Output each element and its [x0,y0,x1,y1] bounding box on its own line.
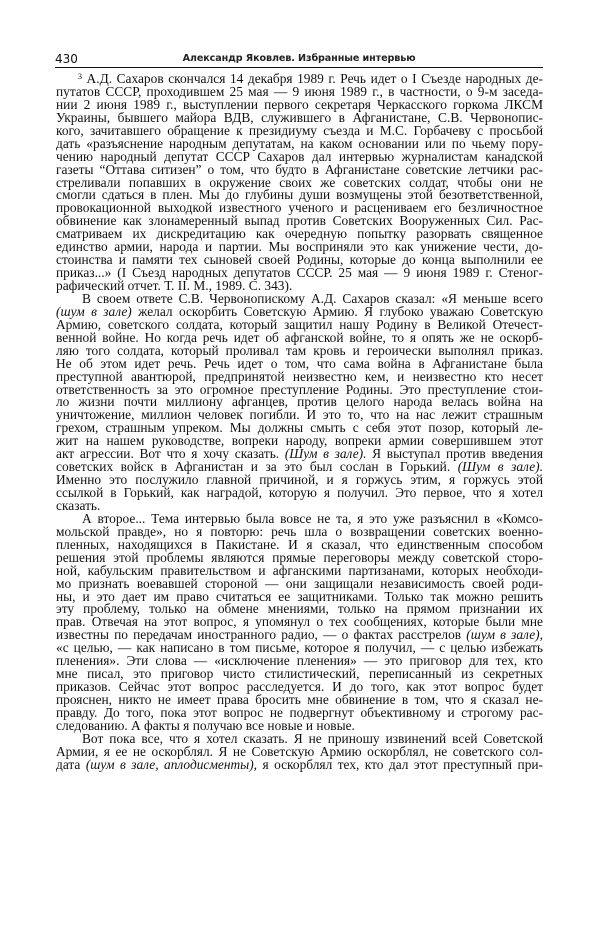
text-run: преступной авантюрой, предпринятой неизвестно кем, и неизвестно кто несет [56,368,543,384]
text-run: сказать. [56,497,101,513]
text-run: приказов. Сейчас этот вопрос расследуется. И до того, как этот вопрос будет [56,679,543,695]
text-run: советских войск в Афганистан и за это был сослан в Горький. [56,459,458,475]
text-run: мольской правде», но я повторю: речь шла о возвращении советских военно- [56,523,543,539]
footnote-line: нии 2 июня 1989 г., выступлении первого секретаря Черкасского горкома ЛКСМ [56,96,543,112]
body-text [56,73,543,772]
text-run: грехом, страшным упреком. Мы должны смыть с себя этот позор, который ле- [56,420,543,436]
text-line [56,756,544,772]
text-run: Я выступал против введения [366,446,544,462]
text-run: Не об этом идет речь. Речь идет о том, что сама война в Афганистане была [56,355,543,371]
text-run: Вот пока все, что я хотел сказать. Я не приношу извинений всей Советской [82,730,543,746]
text-run: ответственность за это огромное преступление Родины. Это преступление стои- [56,381,543,397]
text-run: венной войне. Но когда речь идет об афганской войне, то я опять же не оскорб- [56,329,543,345]
footnote-line: $^3$ А.Д. Сахаров скончался 14 декабря 1989 г. Речь идет о I Съезде народных де- [78,71,543,86]
page-header [55,51,543,68]
main-text [56,290,544,772]
paragraph [56,730,544,772]
footnote-line: газеты “Оттава ситизен” о том, что будто в Афганистане советские летчики рас- [56,161,543,177]
paragraph [56,510,543,733]
footnote [56,73,543,293]
text-run: ло жизни почти миллиону афганцев, против целого народа велась война на [56,394,543,410]
text-run: желал оскорбить Советскую Армию. Я глубоко уважаю Советскую [131,303,543,319]
text-run: В своем ответе С.В. Червонопискому А.Д. Сахаров сказал: «Я меньше всего [82,290,543,306]
footnote-line: провокационной выходкой известного ученого и расцениваем его безличностное [56,200,543,216]
text-run: известны по передачам иностранного радио, — о фактах расстрелов [56,627,467,643]
text-run: акт агрессии. Вот что я хочу сказать. [56,446,285,462]
stage-direction: (Шум в зале). [457,459,543,475]
text-run: ляю того солдата, который проливал там кровь и героически выполнял приказ. [56,342,543,358]
stage-direction: (Шум в зале). [284,446,367,462]
footnote-line: смогли сдаться в плен. Мы до глубины души возмущены этой безответственной, [56,187,543,203]
footnote-line: стоинства и памяти тех сыновей своей Родины, которые до конца выполнили ее [56,252,543,268]
text-run: Армию, советского солдата, который защитил нашу Родину в Великой Отечест- [56,316,543,332]
footnote-line: чению народный депутат СССР Сахаров дал интервью журналистам канадской [56,148,543,164]
footnote-line: единство армии, народа и партии. Мы восприняли это как унижение чести, до- [56,239,543,255]
text-run: уничтожение, миллион человек погибли. И это то, что на нас лежит страшным [56,407,543,423]
text-run: правду. До того, пока этот вопрос не подвергнут объективному и строгому рас- [56,704,543,720]
text-run: ны, и это дает им право считаться ее защитниками. Только так можно решить [56,588,543,604]
text-run: прав. Отвечая на этот вопрос, я упомянул о тех сообщениях, которые были мне [56,614,543,630]
text-run: дата [56,756,86,772]
footnote-line: обвинение как злонамеренный выпад против Советских Вооруженных Сил. Рас- [56,213,543,229]
text-run: эту проблему, только на обмене мнениями, только на прямом признании их [56,601,543,617]
text-run: А второе... Тема интервью была вовсе не та, я это уже разъяснил в «Комсо- [82,510,543,526]
footnote-line: Украины, бывшего майора ВДВ, служившего в Афганистане, С.В. Червонопис- [56,109,543,125]
footnote-line: сматриваем их дискредитацию как очередную попытку разорвать священное [56,226,543,242]
text-line [56,487,543,500]
page-number: 430 [55,52,78,66]
footnote-marker: 3 [78,72,82,81]
footnote-line: приказ...» (I Съезд народных депутатов СССР. 25 мая — 9 июня 1989 г. Стеног- [56,265,543,281]
paragraph [56,290,544,513]
text-run: пленения». Эти слова — «исключение пленения» — это приговор для тех, кто [56,653,543,669]
footnote-line: кого, зачитавшего обращение к президиуму съезда и М.С. Горбачеву с просьбой [56,122,543,138]
text-run: следованию. А факты я получаю все новые и новые. [56,717,355,733]
stage-direction: (шум в зале), [466,627,543,643]
footnote-line: рафический отчет. Т. II. М., 1989. С. 343). [56,278,293,293]
text-run: ссылкой в Горький, как наградой, которую я получил. Это первое, что я хотел [56,485,543,500]
stage-direction: (шум в зале) [56,303,132,319]
footnote-line: стреливали попавших в окружение своих же советских солдат, чтобы они не [56,174,543,190]
text-run: жит на нашем руководстве, вопреки народу, вопреки армии совершившем этот [56,433,543,449]
text-run: решения этой проблемы являются прямые переговоры между советской сторо- [56,549,543,565]
text-run: пленных, находящихся в Пакистане. И я сказал, что единственным способом [56,536,543,552]
footnote-line: путатов СССР, проходившем 25 мая — 9 июня 1989 г., в частности, о 9-м заседа- [56,83,543,99]
running-title: Александр Яковлев. Избранные интервью [182,53,416,64]
text-run: Именно это послужило главной причиной, и я горжусь этим, я горжусь этой [56,472,543,488]
text-run: мне писал, это приговор чисто стилистический, переписанный из секретных [56,666,543,682]
text-run: «с целью, — как написано в том письме, которое я получил, — с целью избежать [56,640,543,656]
text-run: я оскорблял тех, кто дал этот преступный при- [257,756,544,772]
text-run: мо признать воевавшей стороной — они защищали независимость своей роди- [56,575,543,591]
text-run: Армии, я ее не оскорблял. Я не Советскую Армию оскорблял, не советского сол- [56,743,543,759]
footnote-line: дать «разъяснение народным депутатам, на каком основании или по чьему пору- [56,135,543,151]
stage-direction: (шум в зале, аплодисменты), [85,756,258,772]
text-run: прояснен, никто не имеет права бросить мне обвинение в том, что я сказал не- [56,692,543,707]
text-run: ной, кабульским правительством и афганскими партизанами, которых необходи- [56,562,543,578]
